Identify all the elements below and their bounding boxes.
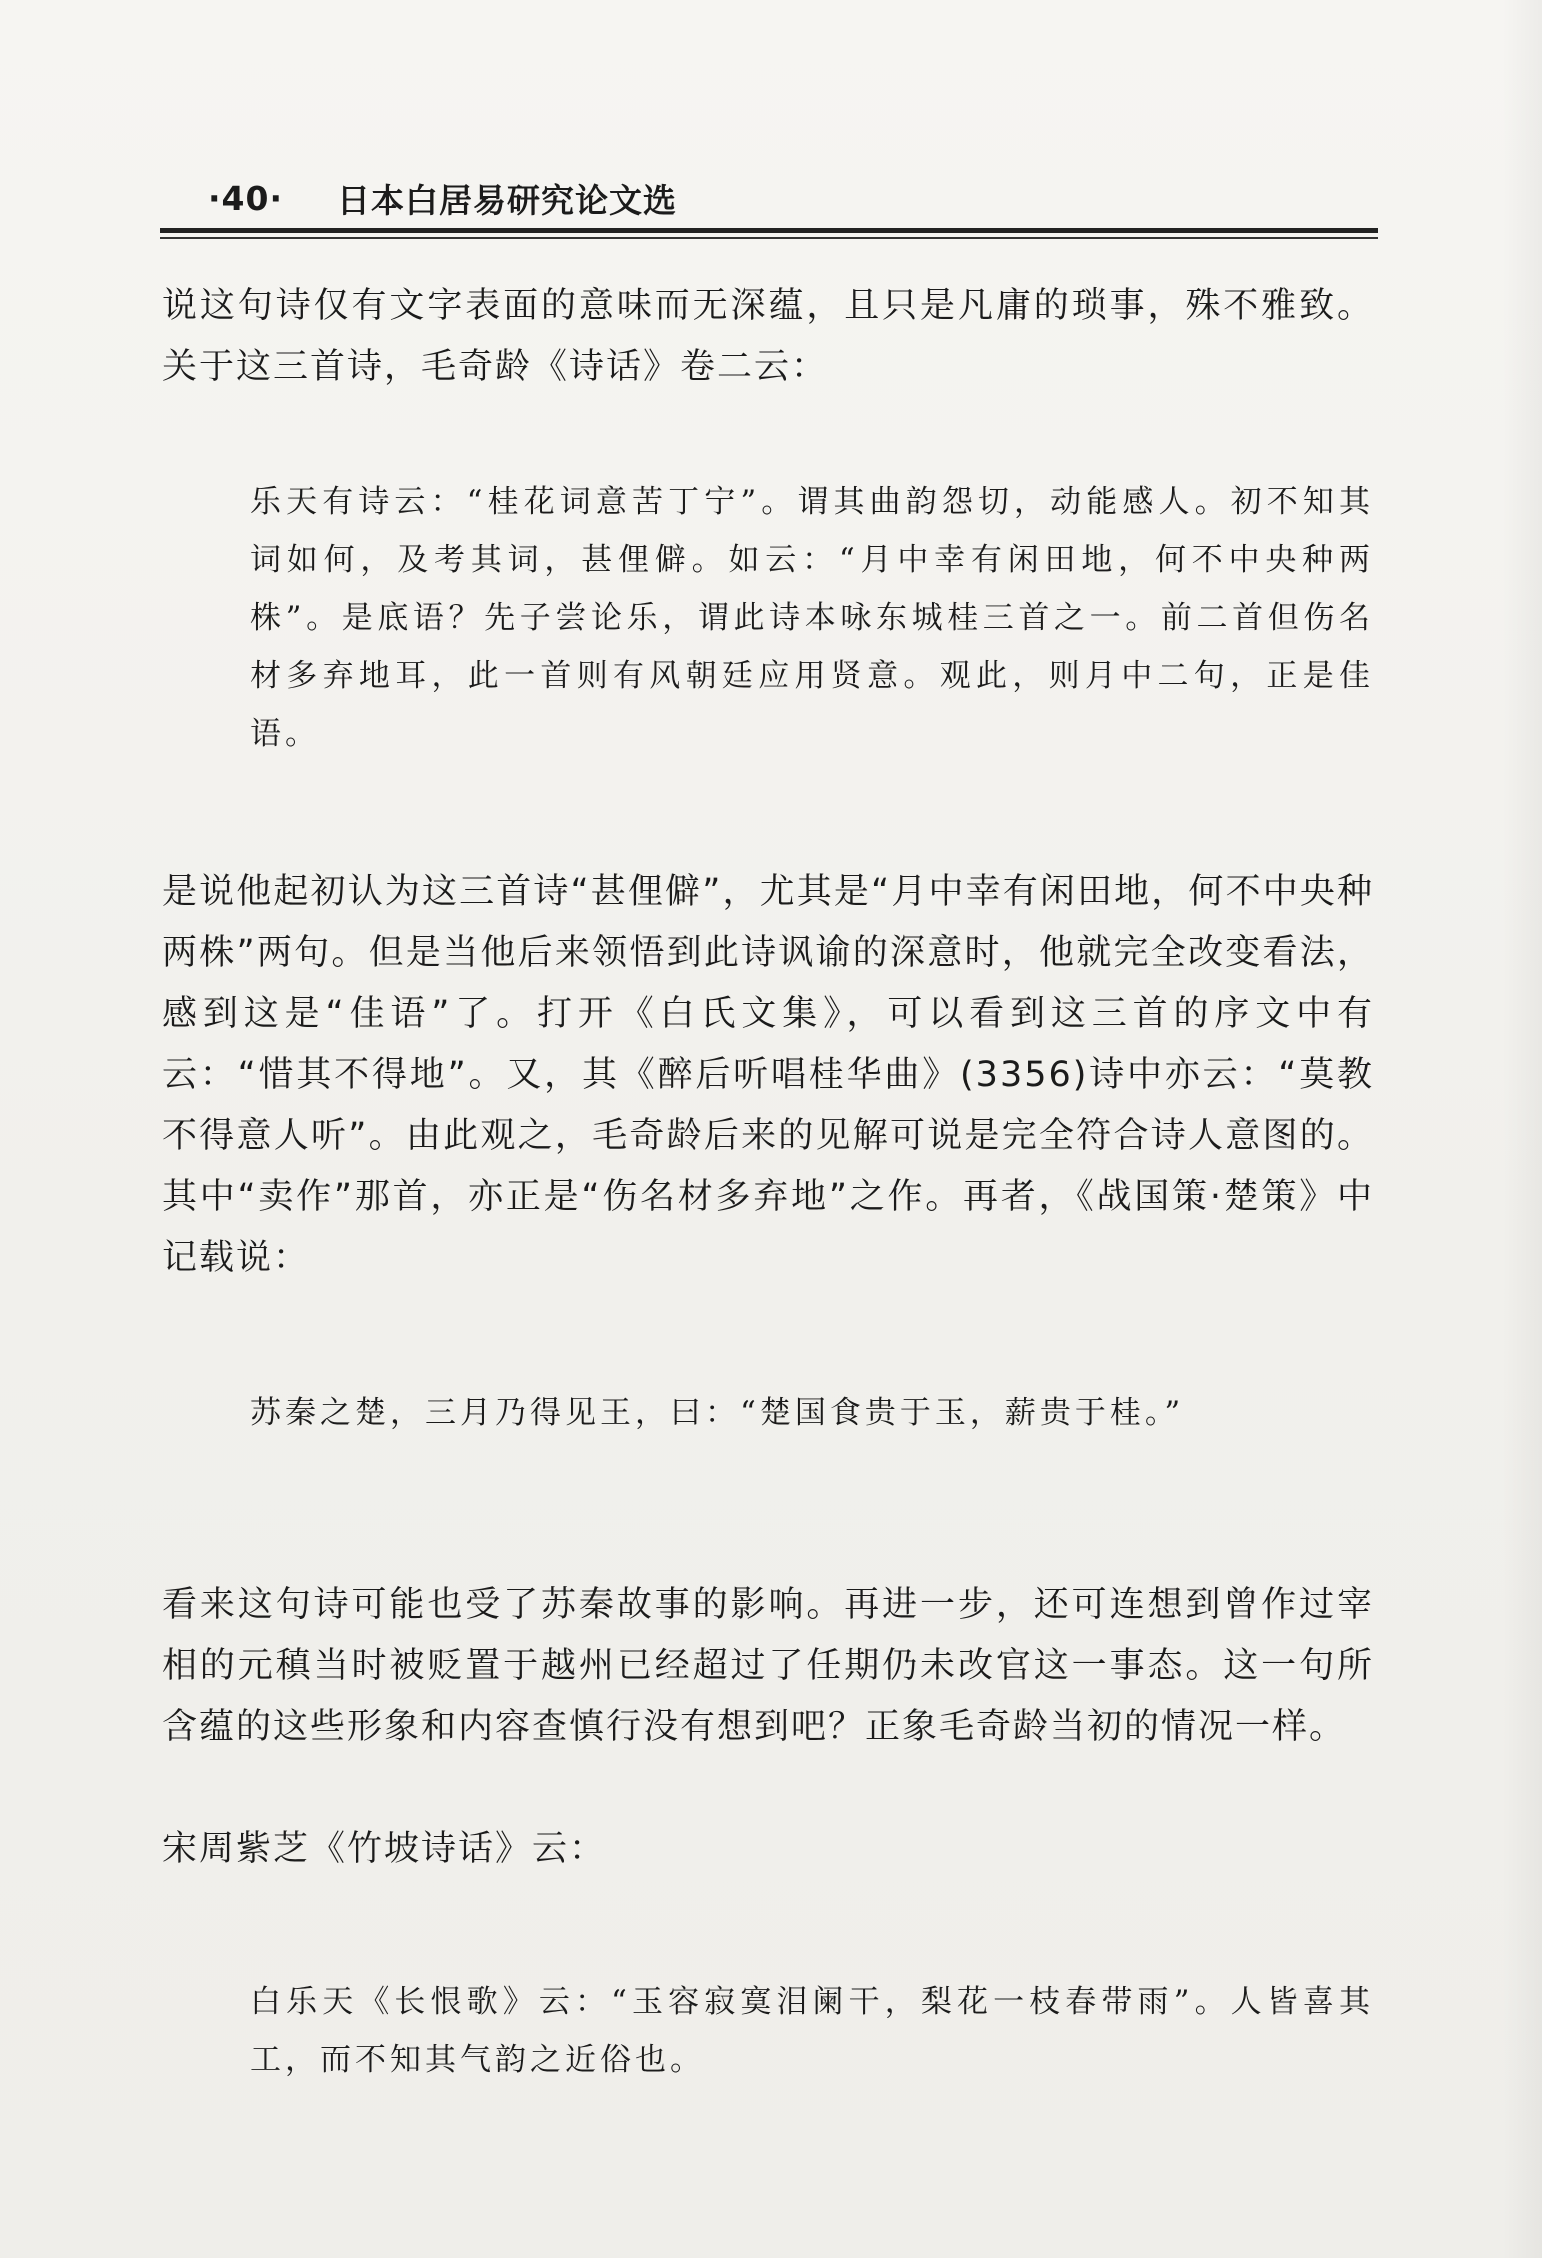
paragraph-1: 说这句诗仅有文字表面的意味而无深蕴，且只是凡庸的琐事，殊不雅致。关于这三首诗，毛奇龄《诗话》卷二云： (162, 286, 1374, 387)
paragraph-2: 是说他起初认为这三首诗“甚俚僻”，尤其是“月中幸有闲田地，何不中央种两株”两句。但是当他后来领悟到此诗讽谕的深意时，他就完全改变看法，感到这是“佳语”了。打开《白氏文集》，可以看到这三首的序文中有云：“惜其不得地”。又，其《醉后听唱桂华曲》(3356)诗中亦云：“莫教不得意人听”。由此观之，毛奇龄后来的见解可说是完全符合诗人意图的。其中“卖作”那首，亦正是“伤名材多弃地”之作。再者，《战国策·楚策》中记载说： (162, 872, 1374, 1278)
book-title: 日本白居易研究论文选 (337, 180, 677, 220)
paragraph-3: 看来这句诗可能也受了苏秦故事的影响。再进一步，还可连想到曾作过宰相的元稹当时被贬置于越州已经超过了任期仍未改官这一事态。这一句所含蕴的这些形象和内容查慎行没有想到吧？正象毛奇龄当初的情况一样。 (162, 1585, 1374, 1747)
page-edge-shadow (1502, 0, 1542, 2258)
header-rule-thick (160, 228, 1378, 233)
quotation-maoqiling: 乐天有诗云：“桂花词意苦丁宁”。谓其曲韵怨切，动能感人。初不知其词如何，及考其词，甚俚僻。如云：“月中幸有闲田地，何不中央种两株”。是底语？先子尝论乐，谓此诗本咏东城桂三首之一。前二首但伤名材多弃地耳，此一首则有风朝廷应用贤意。观此，则月中二句，正是佳语。 (250, 484, 1374, 752)
header-rule-thin (160, 237, 1378, 239)
quotation-zhupo: 白乐天《长恨歌》云：“玉容寂寞泪阑干，梨花一枝春带雨”。人皆喜其工，而不知其气韵之近俗也。 (250, 1984, 1374, 2078)
paragraph-4: 宋周紫芝《竹坡诗话》云： (162, 1829, 607, 1869)
running-header (208, 168, 677, 228)
page-number: ·40· (208, 178, 283, 218)
quotation-zhanguoce: 苏秦之楚，三月乃得见王，曰：“楚国食贵于玉，薪贵于桂。” (250, 1395, 1185, 1431)
